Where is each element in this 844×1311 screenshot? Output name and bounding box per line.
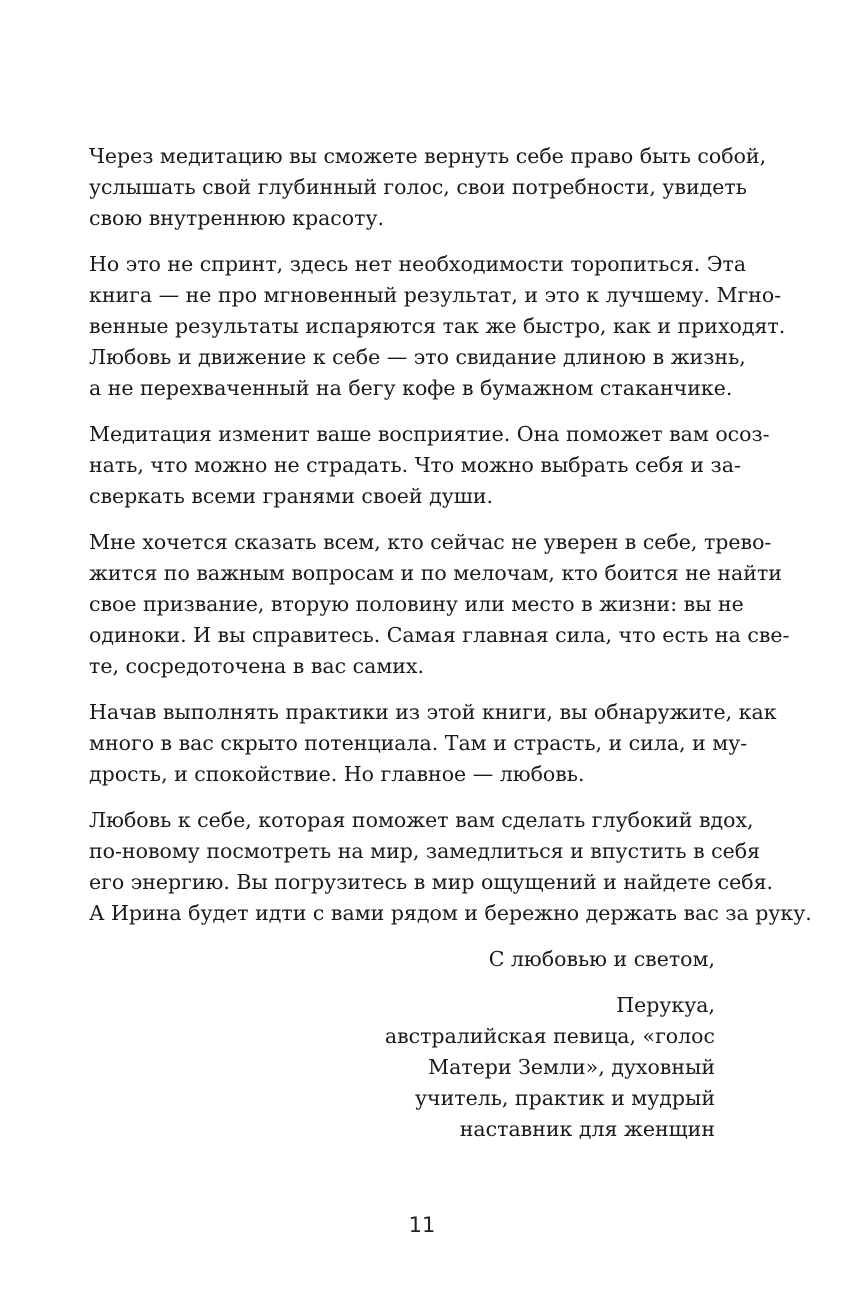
- paragraph-6: [89, 805, 812, 929]
- text-line: много в вас скрыто потенциала. Там и страсть, и сила, и му-: [89, 731, 748, 755]
- text-line: те, сосредоточена в вас самих.: [89, 654, 425, 678]
- text-line: нать, что можно не страдать. Что можно выбрать себя и за-: [89, 453, 741, 477]
- signature-line: Матери Земли», духовный: [428, 1055, 715, 1079]
- signature-line: Перукуа,: [616, 993, 715, 1017]
- text-line: жится по важным вопросам и по мелочам, кто боится не найти: [89, 561, 782, 585]
- text-line: сверкать всеми гранями своей души.: [89, 484, 494, 508]
- page-body: [89, 141, 812, 1145]
- text-line: венные результаты испаряются так же быстро, как и приходят.: [89, 314, 786, 338]
- text-line: а не перехваченный на бегу кофе в бумажном стаканчике.: [89, 376, 733, 400]
- text-line: книга — не про мгновенный результат, и это к лучшему. Мгно-: [89, 283, 782, 307]
- text-line: А Ирина будет идти с вами рядом и бережно держать вас за руку.: [89, 901, 812, 925]
- text-line: Любовь к себе, которая поможет вам сделать глубокий вдох,: [89, 808, 754, 832]
- paragraph-3: [89, 419, 770, 512]
- text-line: по-новому посмотреть на мир, замедлиться и впустить в себя: [89, 839, 761, 863]
- signature-line: австралийская певица, «голос: [384, 1024, 715, 1048]
- text-line: Медитация изменит ваше восприятие. Она поможет вам осоз-: [89, 422, 770, 446]
- text-line: свою внутреннюю красоту.: [89, 206, 385, 230]
- text-line: дрость, и спокойствие. Но главное — любовь.: [89, 762, 585, 786]
- text-line: его энергию. Вы погрузитесь в мир ощущений и найдете себя.: [89, 870, 774, 894]
- paragraph-1: [89, 141, 767, 234]
- text-line: Любовь и движение к себе — это свидание длиною в жизнь,: [89, 345, 746, 369]
- signature-block: [89, 990, 715, 1145]
- text-line: свое призвание, вторую половину или место в жизни: вы не: [89, 592, 744, 616]
- paragraph-2: [89, 249, 786, 404]
- paragraph-5: [89, 697, 777, 790]
- text-line: Начав выполнять практики из этой книги, вы обнаружите, как: [89, 700, 777, 724]
- text-line: Мне хочется сказать всем, кто сейчас не уверен в себе, трево-: [89, 530, 772, 554]
- text-line: одиноки. И вы справитесь. Самая главная сила, что есть на све-: [89, 623, 790, 647]
- closing-text: С любовью и светом,: [488, 947, 715, 971]
- text-line: Но это не спринт, здесь нет необходимости торопиться. Эта: [89, 252, 747, 276]
- text-line: Через медитацию вы сможете вернуть себе право быть собой,: [89, 144, 767, 168]
- closing-line: [89, 944, 715, 975]
- text-line: услышать свой глубинный голос, свои потребности, увидеть: [89, 175, 747, 199]
- paragraph-4: [89, 527, 790, 682]
- signature-line: наставник для женщин: [459, 1117, 715, 1141]
- signature-line: учитель, практик и мудрый: [414, 1086, 715, 1110]
- page-number: 11: [408, 1213, 436, 1237]
